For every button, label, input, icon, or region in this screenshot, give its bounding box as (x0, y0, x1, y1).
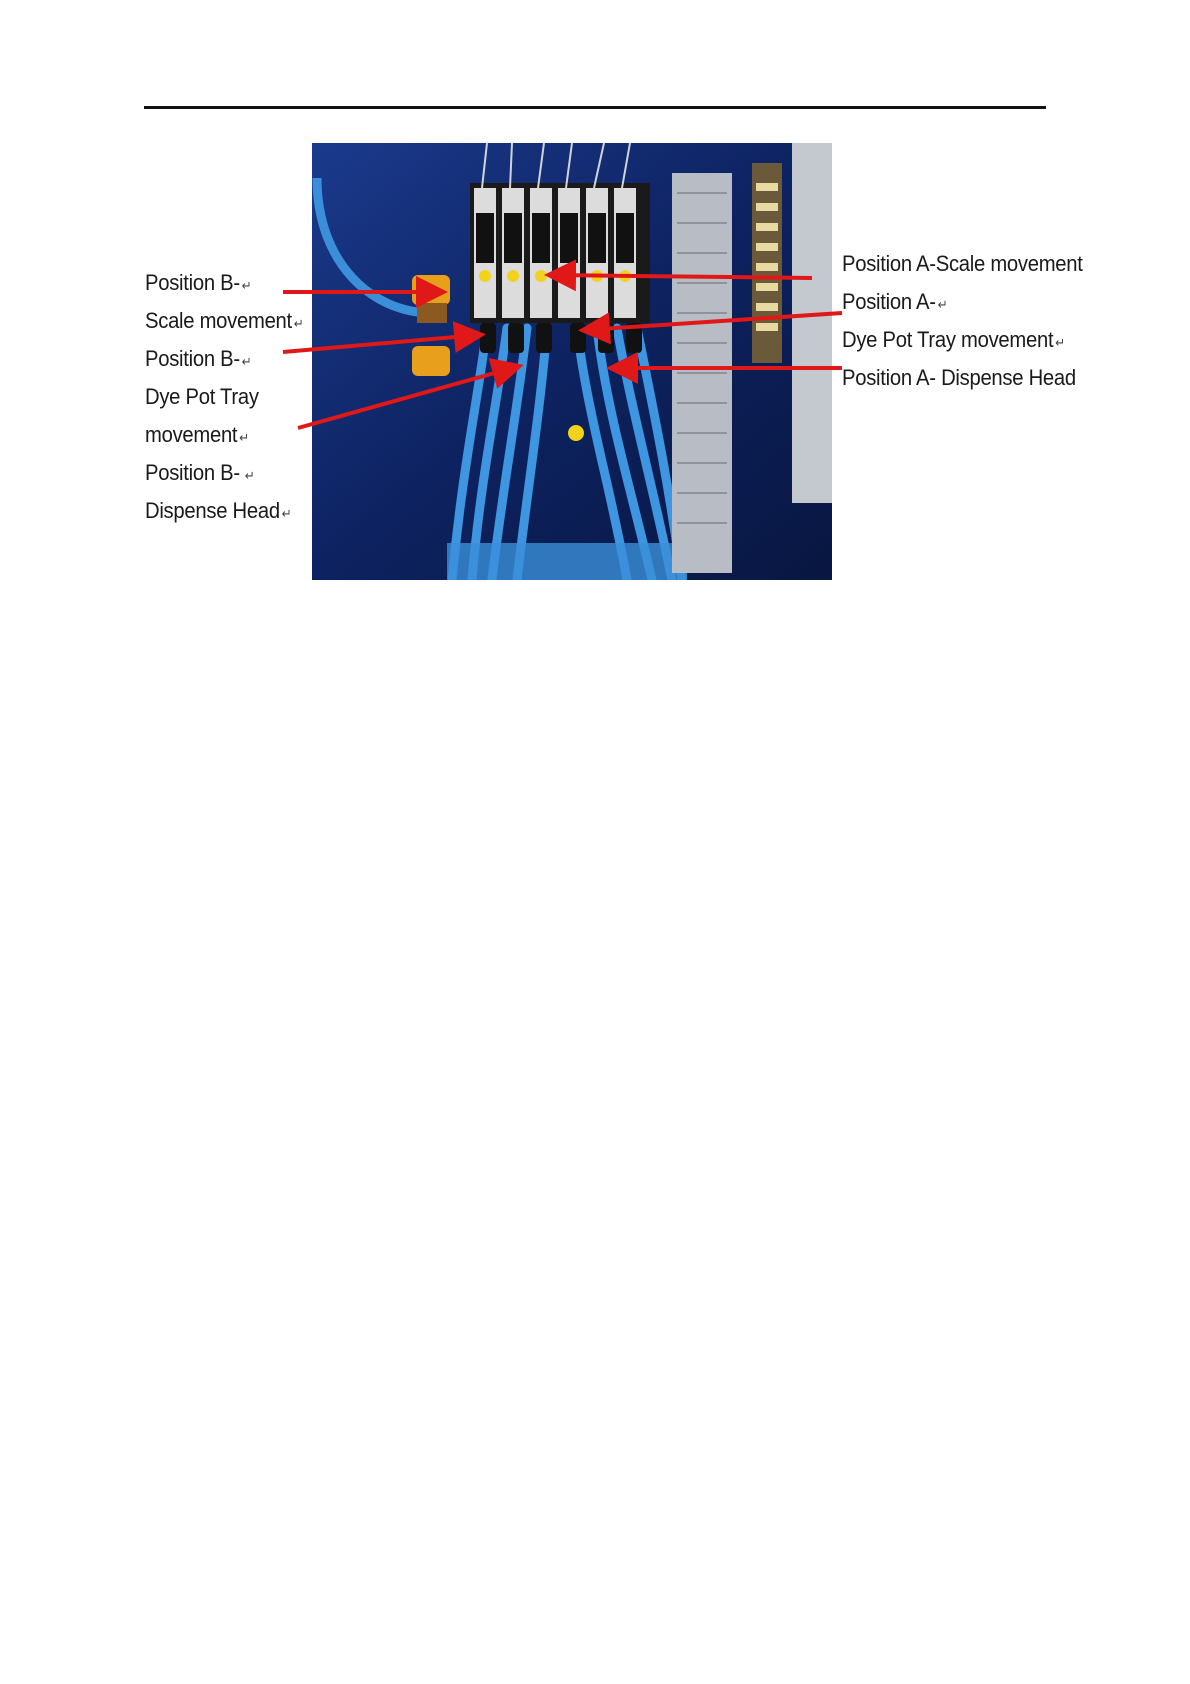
label-position-b-2: Position B- ↵ (145, 346, 252, 371)
label-dye-pot-tray-movement: Dye Pot Tray movement ↵ (842, 327, 1065, 352)
valve-panel-photo (312, 143, 832, 580)
label-movement: movement ↵ (145, 422, 249, 447)
header-rule (144, 106, 1046, 109)
label-dispense-head: Dispense Head ↵ (145, 498, 292, 523)
label-scale-movement: Scale movement ↵ (145, 308, 304, 333)
label-position-a: Position A- ↵ (842, 289, 948, 314)
label-position-b-1: Position B- ↵ (145, 270, 252, 295)
label-position-b-3: Position B- ↵ (145, 460, 255, 485)
label-dye-pot-tray: Dye Pot Tray (145, 384, 259, 409)
valve-panel-illustration (312, 143, 832, 580)
label-position-a-scale: Position A-Scale movement (842, 251, 1083, 276)
label-position-a-dispense: Position A- Dispense Head (842, 365, 1076, 390)
